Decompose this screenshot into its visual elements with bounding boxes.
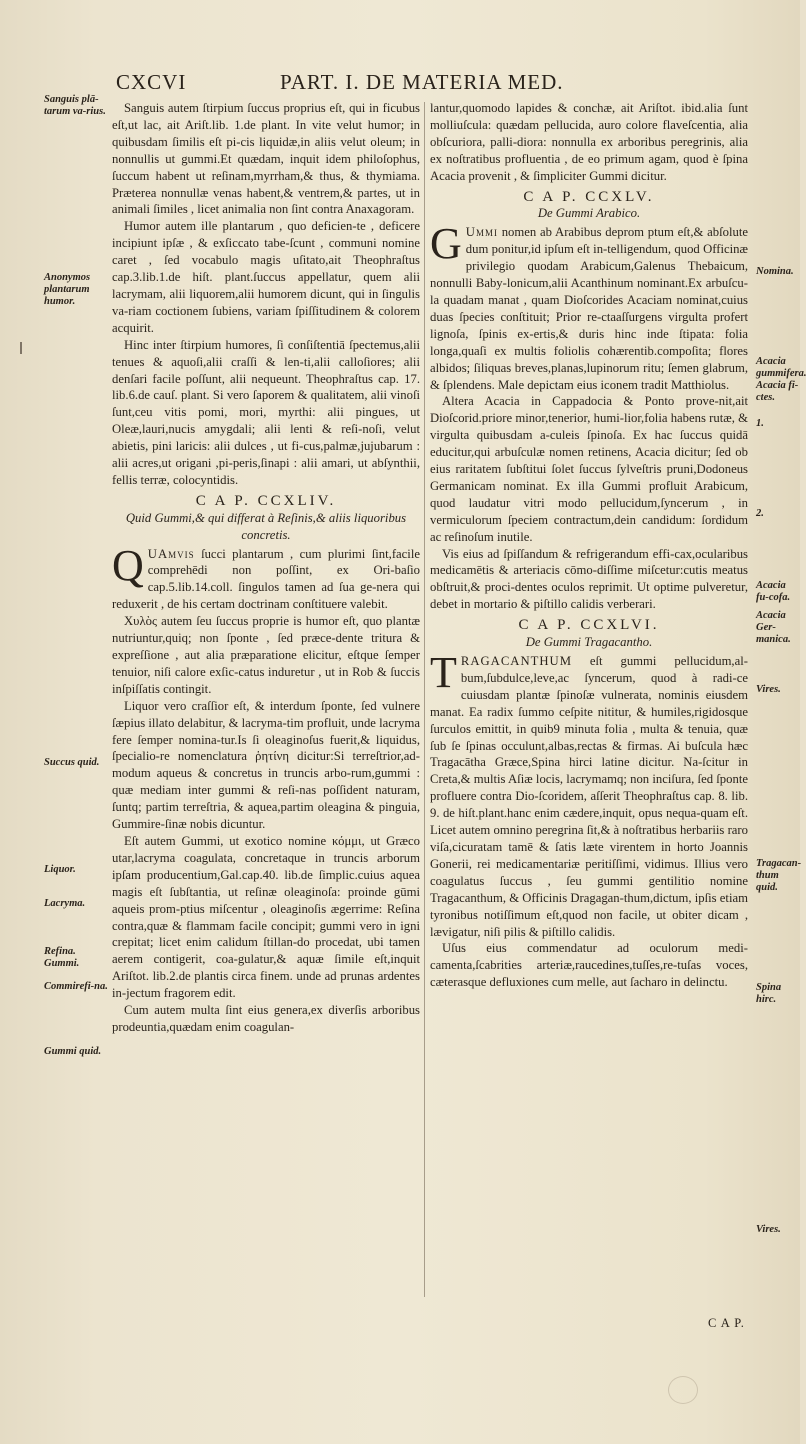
margin-note-vires-1: Vires. — [756, 684, 781, 695]
paragraph: Eſt autem Gummi, ut exotico nomine κόμμι, ut Græco utar,lacryma coagulata, concretaque in truncis arborum ipſam producentium,Gal.cap.40. lib.de ſimplic.cuius aquea magis eſt ſubſtantia, ut reſinæ oleaginoſa: proinde gūmi aqueis prom-ptius miſcentur , oleaginoſis ægerrime: Reſina contra,quæ & flammam facile concipit; gummi vero in igni crepitat; licet enim calidum ſtillan-do procedat, ubi tamen aerem contigerit, coa-gulatur,& aquæ ſimile eſt,inquit Ariſtot. lib.2.de plantis circa finem. unde ad prunas ardentes in-jectum fragorem edit. — [112, 833, 420, 1001]
paragraph: lantur,quomodo lapides & conchæ, ait Ariſtot. ibid.alia ſunt molliuſcula: quædam pellucida, auro colore flaveſcentia, alia obſcuriora, palli-diora: nonnulla ex arboribus peregrinis, alia ex noſtratibus profluentia , de eo primum agam, quod è ſpina Acacia provenit , & ſimpliciter Gummi dicitur. — [430, 101, 748, 183]
paragraph: Altera Acacia in Cappadocia & Ponto prove-nit,ait Dioſcorid.priore minor,tenerior, humi-lior,folia habens rutæ, & virgulta quibusdam a-culeis ſpinoſa. Ex hac ſuccus quidā educitur,qui arbuſculæ nomen retinens, Acacia dicitur; ſed ob eius raritatem ſubſtitui ſolet ſuccus ſylveſtris pruni,Dodoneus Germanicam nominat. Ex illa Gummi profluit Arabicum, quod laudatur vitri modo pellucidum,ſyncerum , in vermiculorum ſpeciem contractum,dein candidum: ſordidum ac reſinoſum inutile. — [430, 394, 748, 544]
margin-note-nomina: Nomina. — [756, 266, 794, 277]
drop-cap: Q — [112, 540, 144, 590]
paragraph: Sanguis autem ſtirpium ſuccus proprius eſt, qui in ficubus eſt,ut lac, ait Ariſt.lib. 1.de plant. In vite velut humor; in quibusdam ſimilis eſt pi-cis liquidæ,in aliis velut oleum; in nonnullis ut gummi.Et quædam, inquit idem philoſophus, ſuccum habent ut reſinam,myrrham,& thus, & thymiama. Præterea nonnullæ venas habent,& ventrem,& partes, ut in animali ſimiles , licet animalia non ſint contra Anaxagoram. — [112, 101, 420, 217]
margin-note-commiresina: Commirefi-na. — [44, 981, 108, 992]
chapter-heading: C A P. CCXLVI. — [518, 617, 660, 634]
margin-note-acacia-fucosa: Acacia fu-cofa. — [756, 580, 791, 603]
left-column — [112, 100, 420, 1036]
catchword: C A P. — [708, 1316, 745, 1330]
paragraph-text: ſucci plantarum , cum plurimi ſint,facile comprehēdi non poſſint, ex Ori-baſio cap.5.lib.14.coll. ſingulos tamen ad ſua ge-nera qui reduxerit , de his certam doctrinam conſtituere valebit. — [112, 546, 420, 612]
paragraph: Cum autem multa ſint eius genera,ex diverſis arboribus prodeuntia,quædam enim coagulan- — [112, 1003, 420, 1034]
margin-note-anonymos: Anonymos plantarum humor. — [44, 272, 91, 307]
paragraph: Humor autem ille plantarum , quo deficien-te , deficere incipiunt ipſæ , & exſiccato tabe-ſcunt , communi nomine caret , ſed vocabulo magis uſitato,ait Theophraſtus cap.3.lib.1.de hiſt. plant.ſuccus appellatur, quem alii lacrymam, alii liquorem,alii humorem dicunt, qui in ſingulis va-riam coctionem ſubiens, variam ſpiſſitudinem & colorem acquirit. — [112, 219, 420, 335]
initial-word: RAGACANTHUM — [460, 654, 572, 668]
paragraph: Uſus eius commendatur ad oculorum medi-camenta,ſcabrities arteriæ,raucedines,tuſſes,re-tuſas voces, cæterasque defluxiones cum melle, aut ſacharo in delinctu. — [430, 941, 748, 990]
initial-word: UAmvis — [147, 546, 195, 561]
drop-cap: G — [430, 219, 462, 269]
margin-note-vires-2: Vires. — [756, 1224, 781, 1235]
running-head: PART. I. DE MATERIA MED. — [280, 70, 564, 94]
margin-note-two: 2. — [756, 508, 764, 519]
paragraph: Hinc inter ſtirpium humores, ſi conſiſtentiā ſpectemus,alii tenues & aquoſi,alii craſſi & len-ti,alii calloſiores; alii denſari facile poſſunt, alii nequeunt. Theophraſtus cap. 17. lib.6.de cauſ. plant. Si vero ſaporem & qualitatem, alii vinoſi ſunt,ceu vitis pomi, mori, myrthi: alii pingues, ut Oleæ,lauri,nucis amygdali; alii lenti & reſi-noſi, velut abietis, pini laricis: alii dulces , ut fi-cus,palmæ,jujubarum : alii acres,ut origani ,pi-peris,ſinapi : alii amari, ut abſynthii, fellis terræ, colocyntidis. — [112, 337, 420, 487]
margin-note-acacia-germanica: Acacia Ger-manica. — [756, 610, 791, 645]
margin-note-sanguis: Sanguis plā-tarum va-rius. — [44, 94, 106, 117]
chapter-heading: C A P. CCXLV. — [523, 188, 655, 205]
chapter-subtitle: De Gummi Tragacantho. — [525, 635, 653, 650]
right-column — [430, 100, 748, 991]
drop-cap: T — [430, 648, 457, 697]
margin-bracket — [20, 342, 22, 354]
chapter-subtitle: Quid Gummi,& qui differat à Reſinis,& aliis liquoribus concretis. — [125, 510, 407, 542]
margin-note-acacia-gummifera: Acacia gummifera. Acacia fi-ctes. — [756, 356, 806, 403]
paragraph — [112, 540, 420, 614]
margin-note-resina: Refina. Gummi. — [44, 946, 80, 969]
library-stamp — [668, 1376, 698, 1404]
page-header — [112, 70, 752, 98]
margin-note-lacryma: Lacryma. — [44, 898, 86, 909]
chapter-subtitle: De Gummi Arabico. — [537, 206, 641, 221]
column-divider — [424, 102, 425, 1297]
margin-note-succus: Succus quid. — [44, 757, 100, 768]
folio-number: CXCVI — [116, 70, 187, 94]
paragraph: Χυλὸς autem ſeu ſuccus proprie is humor eſt, quo plantæ nutriuntur,quiq; non ſponte , ſed præce-dente tritura & expreſſione , aut alia præparatione elicitur, eſtque ſemper tenuior, niſi calore exſic-catus induretur , ut in Rob & ſuccis inſpiſſatis contingit. — [112, 614, 420, 696]
paragraph — [430, 648, 748, 940]
margin-note-liquor: Liquor. — [44, 864, 76, 875]
paragraph-text: eſt gummi pellucidum,al-bum,ſubdulce,leve,ac ſyncerum, quod à radi-ce cuiusdam plantæ ſpinoſæ vulnerata, nominis eiusdem manat. Ea radix ſummo ceſpite nititur, & humiles,rigidosque ſurculos emittit, in quib9 minuta folia , multa & tenuia, quæ ſub ſe ſpinas occulunt,albas,rectas & firmas. Ai buſcula hæc Tragacātha Græce,Spina hirci latine dicitur. Na-ſcitur in Creta,& multis Aſiæ locis, lacrymamq; non inciſura, ſed ſponte profluere contra Dio-ſcoridem, aſſerit Theophraſtus cap. 8. lib. 9. de hiſt.plant.hanc enim cædere,inquit, opus nequa-quam eſt. Licet autem omnino peregrina ſit,& à noſtratibus herbariis raro viſa,cicuratam tamē & ſatis læte virentem in horto Joannis Gonerii, rei medicamentariæ peritiſſimi, vidimus. Illius vero coagulatus ſuccus , ſeu gummi gentilitio nomine Tragacanthum, & Officinis Dragagan-thum,dictum, ipſis etiam tyronibus notiſſimum eſt,quod non facile, ut obiter dicam , lævigatur, niſi pilis & piſtillo calidis. — [430, 654, 748, 939]
initial-word: Ummi — [465, 225, 498, 240]
paragraph — [430, 219, 748, 393]
margin-note-spina-hirci: Spina hirc. — [756, 982, 782, 1005]
chapter-heading: C A P. CCXLIV. — [195, 492, 337, 509]
margin-note-one: 1. — [756, 418, 764, 429]
margin-note-tragacanthum: Tragacan-thum quid. — [756, 858, 802, 893]
paragraph: Vis eius ad ſpiſſandum & refrigerandum effi-cax,ocularibus medicamētis & arteriacis cōmo-diſſime miſcetur:cutis meatus obſtruit,& proci-dentes oculos reprimit. Ut optime pulveretur, debet in mortario & piſtillo calidis verberari. — [430, 546, 748, 612]
paragraph: Liquor vero craſſior eſt, & interdum ſponte, ſed vulnere ſæpius illato delabitur, & lacryma-tim profluit, unde lacryma fere ſemper nomina-tur.Is ſi oleaginoſus fuerit,& liquidus, ſpecialio-re nomenclatura ῥητίνη dicitur:Si terreſtrior,ad-modum aqueus & concretus in truncis arbo-rum,gummi : quæ mediam inter gummi & reſi-nas poſſident naturam, ſuntq; partim terreſtria, & aquea,partim oleagina & pinguia, Gummire-ſinæ nobis dicuntur. — [112, 698, 420, 832]
margin-note-gummi-quid: Gummi quid. — [44, 1046, 102, 1057]
paragraph-text: nomen ab Arabibus deprom ptum eſt,& abſolute dum ponitur,id ipſum eſt in-telligendum, quod Officinæ privilegio quodam Arabicum,Galenus Thebaicum, nonnulli Baby-lonicum,alii Acanthinum nominant.Ex arbuſcu-la quadam manat , quam Dioſcorides Acaciam nominat,cuius duas ſpecies conſtituit; Prior re-ctaaſſurgens virgulta profert lignoſa, ſpinis ex-ertis,& duris hinc inde ſtipata: folia longa,quaſi ex multis foliolis cohærentib.compoſita; flores albidos; ſiliquas breves,planas,lupinorum ritu; ſemen glabrum, & ſplendens. Male depictam eius iconem tradit Matthiolus. — [430, 225, 748, 392]
